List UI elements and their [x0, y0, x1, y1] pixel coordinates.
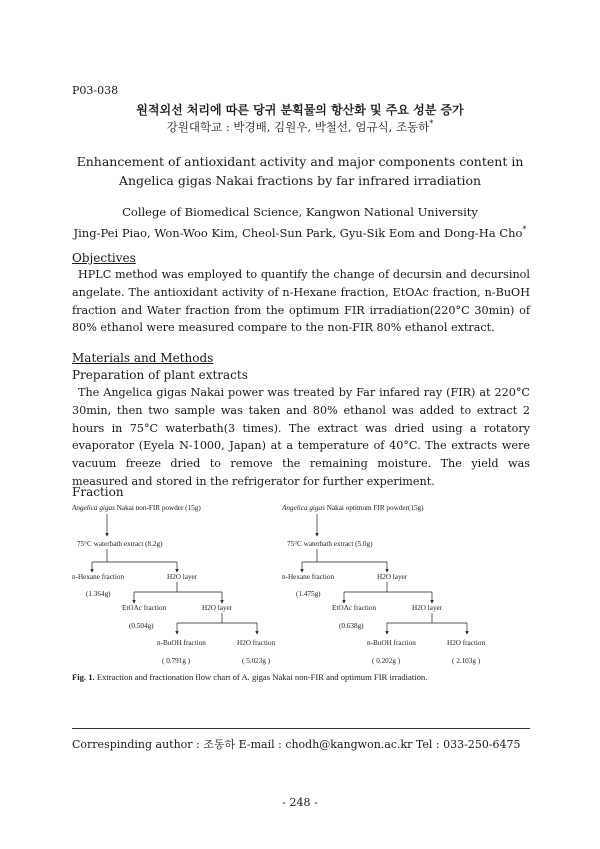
methods-heading: Materials and Methods [72, 351, 214, 365]
left-hexane-yield: (1.364g) [86, 590, 111, 598]
authors-corresponding-mark: * [522, 225, 527, 234]
korean-affiliation-text: 강원대학교 : 박경배, 김원우, 박철선, 엄규식, 조동하 [166, 120, 430, 134]
english-title-line1: Enhancement of antioxidant activity and major components content in [76, 154, 524, 169]
left-water-yield: ( 5.023g ) [242, 657, 271, 665]
right-buoh-yield: ( 0.202g ) [372, 657, 401, 665]
left-etoac-yield: (0.504g) [129, 622, 154, 630]
abstract-code: P03-038 [72, 84, 119, 97]
left-extract: 75°C waterbath extract (8.2g) [77, 540, 163, 548]
fractionation-flow-chart [72, 498, 530, 668]
english-authors-text: Jing-Pei Piao, Won-Woo Kim, Cheol-Sun Park, Gyu-Sik Eom and Dong-Ha Cho [73, 225, 523, 240]
left-h2o2: H2O layer [202, 604, 233, 612]
figure-caption-label: Fig. 1. [72, 672, 95, 682]
figure-caption [72, 672, 542, 682]
corresponding-mark: * [429, 119, 434, 129]
left-flow [72, 504, 276, 665]
objectives-text: HPLC method was employed to quantify the change of decursin and decursinol angelate. The antioxidant activity of n-Hexane fraction, EtOAc fraction, n-BuOH fraction and Water fraction from the optimum FIR irradiation(220°C 30min) of 80% ethanol were measured compare to the non-FIR 80% ethanol extract. [72, 268, 530, 335]
right-water-yield: ( 2.103g ) [452, 657, 481, 665]
right-hexane: n-Hexane fraction [282, 573, 335, 581]
right-h2o1: H2O layer [377, 573, 408, 581]
flow-chart-svg [72, 498, 530, 668]
left-h2o1: H2O layer [167, 573, 198, 581]
corresponding-author: Correspinding author : 조동하 E-mail : chodh@kangwon.ac.kr Tel : 033-250-6475 [72, 738, 521, 751]
plant-extracts-heading: Preparation of plant extracts [72, 368, 248, 382]
left-buoh-yield: ( 0.791g ) [162, 657, 191, 665]
left-water: H2O fraction [237, 639, 276, 647]
left-hexane: n-Hexane fraction [72, 573, 125, 581]
left-title: Angelica gigas Nakai non-FIR powder (15g) [72, 504, 201, 512]
left-etoac: EtOAc fraction [122, 604, 167, 612]
english-affiliation: College of Biomedical Science, Kangwon National University [122, 205, 478, 219]
page-number: - 248 - [282, 796, 318, 809]
right-h2o2: H2O layer [412, 604, 443, 612]
korean-title: 원적외선 처리에 따른 당귀 분획물의 항산화 및 주요 성분 증가 [136, 103, 464, 117]
english-title-line2: Angelica gigas Nakai fractions by far infrared irradiation [118, 173, 482, 188]
korean-affiliation [0, 119, 600, 135]
right-extract: 75°C waterbath extract (5.0g) [287, 540, 373, 548]
objectives-heading: Objectives [72, 251, 136, 265]
figure-caption-text: Extraction and fractionation flow chart of A. gigas Nakai non-FIR and optimum FIR irradiation. [94, 672, 428, 682]
left-buoh: n-BuOH fraction [157, 639, 206, 647]
right-buoh: n-BuOH fraction [367, 639, 416, 647]
right-water: H2O fraction [447, 639, 486, 647]
english-title [40, 152, 560, 190]
english-authors [40, 221, 560, 242]
methods-text: The Angelica gigas Nakai power was treated by Far infared ray (FIR) at 220°C 30min, then two sample was taken and 80% ethanol was added to extract 2 hours in 75°C waterbath(3 times). The extract was dried using a rotatory evaporator (Eyela N-1000, Japan) at a temperature of 40°C. The extracts were vacuum freeze dried to remove the remaining moisture. The yield was measured and stored in the refrigerator for further experiment. [72, 386, 530, 488]
right-title: Angelica gigas Nakai optimum FIR powder(15g) [282, 504, 424, 512]
fraction-heading: Fraction [72, 485, 124, 499]
right-flow [281, 504, 486, 665]
right-etoac-yield: (0.638g) [339, 622, 364, 630]
right-etoac: EtOAc fraction [332, 604, 377, 612]
right-hexane-yield: (1.475g) [296, 590, 321, 598]
english-affiliation-block [40, 203, 560, 242]
footer-rule [72, 728, 530, 729]
